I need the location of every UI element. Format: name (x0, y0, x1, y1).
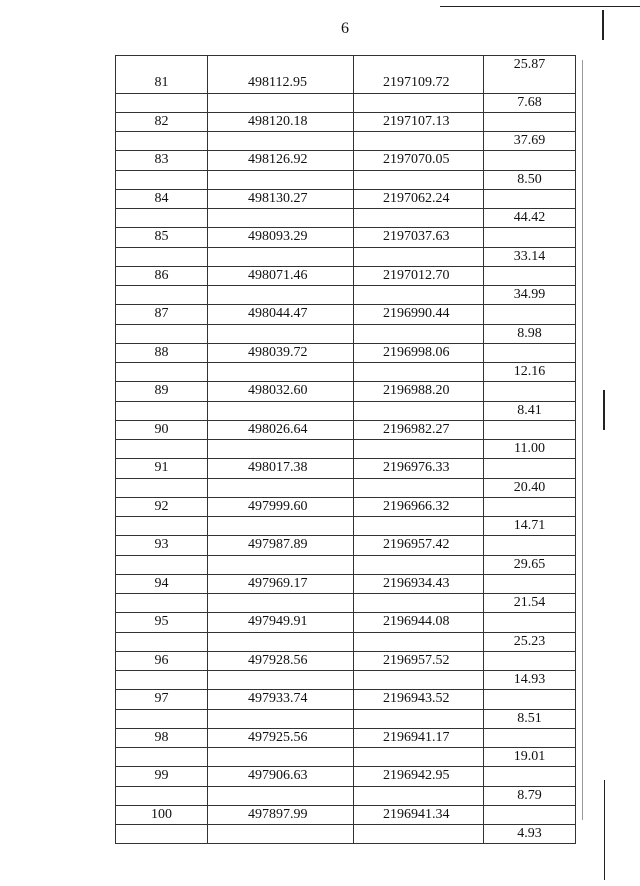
table-row-point (116, 574, 576, 593)
point-number-cell: 87 (116, 305, 208, 324)
distance-cell: 33.14 (484, 247, 576, 266)
point-number-cell: 81 (116, 74, 208, 93)
table-row-distance (116, 56, 576, 75)
empty-cell (484, 767, 576, 786)
y-coordinate-cell: 2196988.20 (354, 382, 484, 401)
point-number-cell: 86 (116, 266, 208, 285)
table-row-distance (116, 825, 576, 844)
table-row-distance (116, 170, 576, 189)
empty-cell (116, 170, 208, 189)
x-coordinate-cell: 497987.89 (208, 536, 354, 555)
distance-cell: 25.23 (484, 632, 576, 651)
table-row-point (116, 228, 576, 247)
empty-cell (484, 382, 576, 401)
empty-cell (354, 132, 484, 151)
table-row-distance (116, 478, 576, 497)
table-row-distance (116, 132, 576, 151)
x-coordinate-cell: 498093.29 (208, 228, 354, 247)
empty-cell (354, 517, 484, 536)
x-coordinate-cell: 498039.72 (208, 343, 354, 362)
distance-cell: 37.69 (484, 132, 576, 151)
table-row-point (116, 74, 576, 93)
scan-edge-right-line-2 (603, 390, 605, 430)
empty-cell (354, 709, 484, 728)
empty-cell (484, 459, 576, 478)
table-row-distance (116, 517, 576, 536)
empty-cell (116, 555, 208, 574)
y-coordinate-cell: 2197037.63 (354, 228, 484, 247)
empty-cell (208, 93, 354, 112)
table-row-distance (116, 401, 576, 420)
table-row-distance (116, 594, 576, 613)
y-coordinate-cell: 2196966.32 (354, 497, 484, 516)
empty-cell (116, 709, 208, 728)
empty-cell (116, 517, 208, 536)
empty-cell (208, 709, 354, 728)
empty-cell (354, 56, 484, 75)
empty-cell (354, 363, 484, 382)
table-row-point (116, 151, 576, 170)
table-row-distance (116, 247, 576, 266)
table-row-distance (116, 786, 576, 805)
empty-cell (208, 632, 354, 651)
empty-cell (354, 324, 484, 343)
empty-cell (208, 825, 354, 844)
empty-cell (354, 671, 484, 690)
x-coordinate-cell: 497928.56 (208, 651, 354, 670)
distance-cell: 14.93 (484, 671, 576, 690)
x-coordinate-cell: 498112.95 (208, 74, 354, 93)
distance-cell: 11.00 (484, 440, 576, 459)
empty-cell (116, 671, 208, 690)
table-row-distance (116, 363, 576, 382)
x-coordinate-cell: 498032.60 (208, 382, 354, 401)
x-coordinate-cell: 498017.38 (208, 459, 354, 478)
distance-cell: 12.16 (484, 363, 576, 382)
empty-cell (208, 517, 354, 536)
x-coordinate-cell: 498044.47 (208, 305, 354, 324)
table-row-distance (116, 709, 576, 728)
empty-cell (116, 440, 208, 459)
x-coordinate-cell: 497897.99 (208, 805, 354, 824)
table-row-distance (116, 632, 576, 651)
distance-cell: 21.54 (484, 594, 576, 613)
x-coordinate-cell: 498126.92 (208, 151, 354, 170)
y-coordinate-cell: 2197107.13 (354, 112, 484, 131)
empty-cell (208, 786, 354, 805)
coordinates-table-body (116, 56, 576, 844)
empty-cell (116, 632, 208, 651)
empty-cell (116, 209, 208, 228)
empty-cell (484, 189, 576, 208)
empty-cell (354, 594, 484, 613)
y-coordinate-cell: 2196943.52 (354, 690, 484, 709)
empty-cell (116, 478, 208, 497)
scan-edge-right-line-3 (604, 780, 605, 880)
empty-cell (208, 363, 354, 382)
empty-cell (208, 209, 354, 228)
empty-cell (484, 574, 576, 593)
empty-cell (208, 401, 354, 420)
distance-cell: 8.51 (484, 709, 576, 728)
empty-cell (484, 651, 576, 670)
y-coordinate-cell: 2196976.33 (354, 459, 484, 478)
distance-cell: 19.01 (484, 748, 576, 767)
distance-cell: 8.79 (484, 786, 576, 805)
table-row-distance (116, 286, 576, 305)
empty-cell (208, 555, 354, 574)
empty-cell (354, 478, 484, 497)
empty-cell (208, 440, 354, 459)
distance-cell: 14.71 (484, 517, 576, 536)
point-number-cell: 84 (116, 189, 208, 208)
empty-cell (116, 401, 208, 420)
empty-cell (484, 728, 576, 747)
distance-cell: 44.42 (484, 209, 576, 228)
table-row-point (116, 805, 576, 824)
distance-cell: 25.87 (484, 56, 576, 75)
table-row-point (116, 767, 576, 786)
empty-cell (208, 286, 354, 305)
empty-cell (116, 56, 208, 75)
empty-cell (484, 305, 576, 324)
y-coordinate-cell: 2196942.95 (354, 767, 484, 786)
point-number-cell: 96 (116, 651, 208, 670)
empty-cell (354, 286, 484, 305)
point-number-cell: 99 (116, 767, 208, 786)
y-coordinate-cell: 2196957.42 (354, 536, 484, 555)
x-coordinate-cell: 498130.27 (208, 189, 354, 208)
empty-cell (208, 671, 354, 690)
point-number-cell: 98 (116, 728, 208, 747)
point-number-cell: 85 (116, 228, 208, 247)
distance-cell: 8.50 (484, 170, 576, 189)
table-row-distance (116, 671, 576, 690)
table-row-point (116, 112, 576, 131)
empty-cell (484, 112, 576, 131)
table-row-point (116, 459, 576, 478)
empty-cell (354, 170, 484, 189)
empty-cell (484, 343, 576, 362)
x-coordinate-cell: 498120.18 (208, 112, 354, 131)
point-number-cell: 92 (116, 497, 208, 516)
table-row-point (116, 305, 576, 324)
y-coordinate-cell: 2196957.52 (354, 651, 484, 670)
empty-cell (354, 93, 484, 112)
empty-cell (208, 247, 354, 266)
empty-cell (116, 825, 208, 844)
x-coordinate-cell: 498071.46 (208, 266, 354, 285)
empty-cell (116, 93, 208, 112)
page-number: 6 (341, 20, 349, 37)
point-number-cell: 95 (116, 613, 208, 632)
y-coordinate-cell: 2196982.27 (354, 420, 484, 439)
table-row-distance (116, 440, 576, 459)
x-coordinate-cell: 497969.17 (208, 574, 354, 593)
y-coordinate-cell: 2196990.44 (354, 305, 484, 324)
empty-cell (354, 247, 484, 266)
table-row-point (116, 728, 576, 747)
empty-cell (116, 132, 208, 151)
distance-cell: 8.98 (484, 324, 576, 343)
distance-cell: 7.68 (484, 93, 576, 112)
table-row-point (116, 497, 576, 516)
table-row-point (116, 343, 576, 362)
point-number-cell: 89 (116, 382, 208, 401)
empty-cell (484, 151, 576, 170)
point-number-cell: 97 (116, 690, 208, 709)
empty-cell (354, 748, 484, 767)
table-row-distance (116, 324, 576, 343)
table-row-distance (116, 748, 576, 767)
distance-cell: 20.40 (484, 478, 576, 497)
empty-cell (208, 594, 354, 613)
scan-edge-right-line-4 (582, 60, 583, 820)
x-coordinate-cell: 497933.74 (208, 690, 354, 709)
empty-cell (484, 497, 576, 516)
point-number-cell: 90 (116, 420, 208, 439)
empty-cell (208, 132, 354, 151)
empty-cell (484, 228, 576, 247)
empty-cell (354, 440, 484, 459)
y-coordinate-cell: 2197012.70 (354, 266, 484, 285)
table-row-point (116, 613, 576, 632)
point-number-cell: 88 (116, 343, 208, 362)
empty-cell (484, 805, 576, 824)
empty-cell (354, 632, 484, 651)
y-coordinate-cell: 2197062.24 (354, 189, 484, 208)
y-coordinate-cell: 2197109.72 (354, 74, 484, 93)
empty-cell (354, 786, 484, 805)
y-coordinate-cell: 2196941.17 (354, 728, 484, 747)
point-number-cell: 100 (116, 805, 208, 824)
empty-cell (208, 170, 354, 189)
x-coordinate-cell: 497949.91 (208, 613, 354, 632)
empty-cell (116, 786, 208, 805)
empty-cell (354, 401, 484, 420)
table-row-point (116, 536, 576, 555)
empty-cell (484, 613, 576, 632)
y-coordinate-cell: 2197070.05 (354, 151, 484, 170)
table-row-point (116, 266, 576, 285)
empty-cell (354, 209, 484, 228)
empty-cell (116, 324, 208, 343)
x-coordinate-cell: 497906.63 (208, 767, 354, 786)
empty-cell (484, 536, 576, 555)
empty-cell (208, 324, 354, 343)
empty-cell (354, 825, 484, 844)
y-coordinate-cell: 2196941.34 (354, 805, 484, 824)
scan-edge-top-line (440, 6, 640, 7)
empty-cell (484, 74, 576, 93)
table-row-point (116, 651, 576, 670)
y-coordinate-cell: 2196934.43 (354, 574, 484, 593)
point-number-cell: 91 (116, 459, 208, 478)
distance-cell: 29.65 (484, 555, 576, 574)
empty-cell (484, 420, 576, 439)
table-row-point (116, 690, 576, 709)
coordinates-table (115, 55, 576, 844)
empty-cell (208, 748, 354, 767)
empty-cell (484, 266, 576, 285)
table-row-distance (116, 555, 576, 574)
point-number-cell: 94 (116, 574, 208, 593)
distance-cell: 4.93 (484, 825, 576, 844)
point-number-cell: 82 (116, 112, 208, 131)
empty-cell (354, 555, 484, 574)
x-coordinate-cell: 497925.56 (208, 728, 354, 747)
empty-cell (116, 594, 208, 613)
x-coordinate-cell: 497999.60 (208, 497, 354, 516)
table-row-distance (116, 93, 576, 112)
distance-cell: 8.41 (484, 401, 576, 420)
table-row-point (116, 189, 576, 208)
empty-cell (116, 748, 208, 767)
table-row-point (116, 420, 576, 439)
x-coordinate-cell: 498026.64 (208, 420, 354, 439)
empty-cell (484, 690, 576, 709)
y-coordinate-cell: 2196944.08 (354, 613, 484, 632)
point-number-cell: 83 (116, 151, 208, 170)
empty-cell (116, 247, 208, 266)
empty-cell (116, 363, 208, 382)
empty-cell (208, 478, 354, 497)
empty-cell (208, 56, 354, 75)
distance-cell: 34.99 (484, 286, 576, 305)
table-row-point (116, 382, 576, 401)
table-row-distance (116, 209, 576, 228)
point-number-cell: 93 (116, 536, 208, 555)
empty-cell (116, 286, 208, 305)
y-coordinate-cell: 2196998.06 (354, 343, 484, 362)
